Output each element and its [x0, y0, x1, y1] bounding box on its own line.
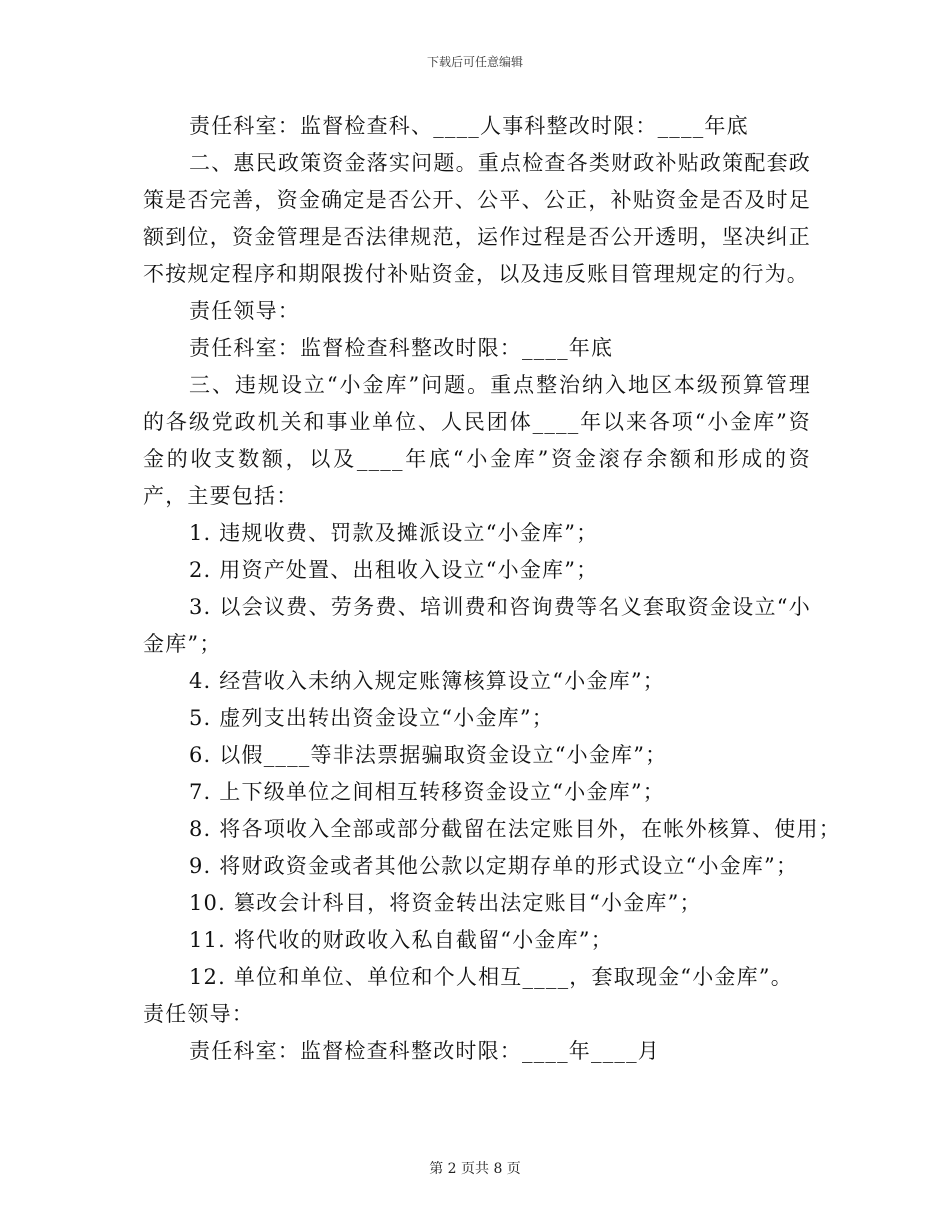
- list-item-4: 4. 经营收入未纳入规定账簿核算设立“小金库”；: [189, 669, 665, 693]
- list-item-3: 3. 以会议费、劳务费、培训费和咨询费等名义套取资金设立“小金库”；: [143, 595, 811, 656]
- responsible-office-line-2: 责任科室：监督检查科整改时限：____年底: [189, 336, 614, 360]
- list-item-9: 9. 将财政资金或者其他公款以定期存单的形式设立“小金库”；: [189, 854, 799, 878]
- list-item-2: 2. 用资产处置、出租收入设立“小金库”；: [189, 558, 599, 582]
- page-footer-number: 第 2 页共 8 页: [429, 1161, 521, 1177]
- section-3-paragraph: 三、违规设立“小金库”问题。重点整治纳入地区本级预算管理的各级党政机关和事业单位、人民团体____年以来各项“小金库”资金的收支数额，以及____年底“小金库”资金滚存余额和形成的资产，主要包括：: [143, 373, 811, 508]
- responsible-office-line-3: 责任科室：监督检查科整改时限：____年____月: [189, 1039, 660, 1063]
- document-body: [143, 108, 841, 1070]
- responsible-leader-line-2: 责任领导：: [143, 1002, 254, 1026]
- list-item-10: 10. 篡改会计科目，将资金转出法定账目“小金库”；: [189, 891, 702, 915]
- list-item-5: 5. 虚列支出转出资金设立“小金库”；: [189, 706, 554, 730]
- section-2-paragraph: 二、惠民政策资金落实问题。重点检查各类财政补贴政策配套政策是否完善，资金确定是否公开、公平、公正，补贴资金是否及时足额到位，资金管理是否法律规范，运作过程是否公开透明，坚决纠正不按规定程序和期限拨付补贴资金，以及违反账目管理规定的行为。: [143, 151, 811, 286]
- list-item-7: 7. 上下级单位之间相互转移资金设立“小金库”；: [189, 780, 665, 804]
- list-item-11: 11. 将代收的财政收入私自截留“小金库”；: [189, 928, 613, 952]
- responsible-leader-line-1: 责任领导：: [189, 299, 300, 323]
- responsible-office-line-1: 责任科室：监督检查科、____人事科整改时限：____年底: [189, 114, 749, 138]
- list-item-12: 12. 单位和单位、单位和个人相互____，套取现金“小金库”。: [189, 965, 793, 989]
- list-item-6: 6. 以假____等非法票据骗取资金设立“小金库”；: [189, 743, 668, 767]
- list-item-8: 8. 将各项收入全部或部分截留在法定账目外，在帐外核算、使用；: [189, 817, 841, 841]
- page-header-note: 下载后可任意编辑: [426, 55, 523, 69]
- list-item-1: 1. 违规收费、罚款及摊派设立“小金库”；: [189, 521, 599, 545]
